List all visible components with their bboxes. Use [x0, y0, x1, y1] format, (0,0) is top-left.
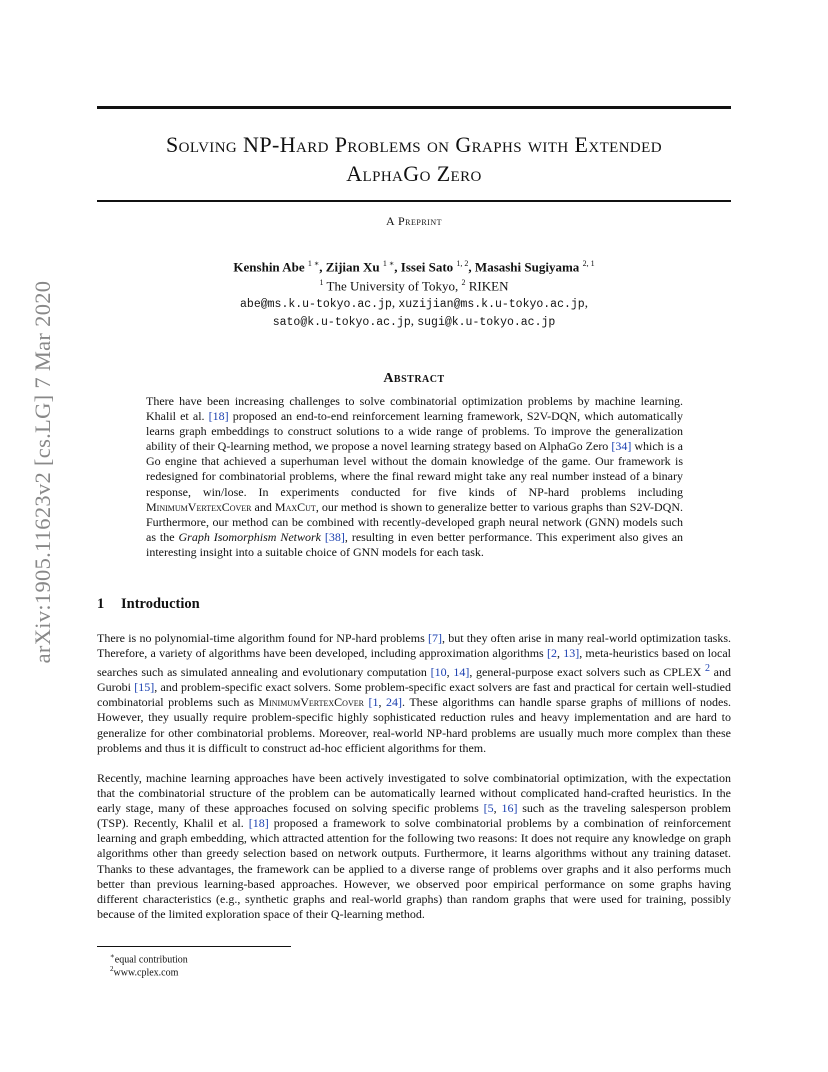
affiliations — [97, 275, 731, 294]
citation-link[interactable]: [15] — [134, 680, 155, 695]
author-xu-affil: 1 ∗ — [382, 259, 395, 268]
affiliation-2-mark: 2 — [461, 278, 466, 288]
affiliation-2: RIKEN — [468, 278, 509, 294]
affiliation-1: The University of Tokyo, — [326, 278, 459, 294]
author-sato-affil: 1, 2 — [456, 259, 469, 268]
section-heading-introduction — [97, 596, 200, 613]
author-sugiyama-affil: 2, 1 — [582, 259, 595, 268]
citation-link[interactable]: [10 — [430, 665, 447, 680]
affiliation-1-mark: 1 — [319, 278, 324, 288]
footnote-2: $^2$www.cplex.com — [110, 965, 179, 979]
email-sato[interactable]: sato@k.u-tokyo.ac.jp — [272, 315, 411, 329]
title-bottom-rule — [97, 200, 731, 202]
author-abe: Kenshin Abe — [233, 259, 305, 275]
email-sugiyama[interactable]: sugi@k.u-tokyo.ac.jp — [417, 315, 556, 329]
citation-link[interactable]: 24] — [386, 695, 403, 710]
title-line-2: AlphaGo Zero — [346, 161, 482, 186]
citation-link[interactable]: [38] — [324, 529, 345, 544]
citation-link[interactable]: [7] — [428, 631, 442, 645]
author-sato: Issei Sato — [400, 259, 454, 275]
citation-link[interactable]: [5 — [483, 801, 494, 816]
section-title: Introduction — [121, 596, 200, 612]
citation-link[interactable]: [18] — [208, 409, 229, 424]
email-xu[interactable]: xuzijian@ms.k.u-tokyo.ac.jp — [398, 297, 585, 311]
citation-link[interactable]: [1 — [368, 695, 379, 710]
abstract-text: There have been increasing challenges to solve combinatorial optimization problems by machine learning. Khalil et al. [18] proposed an end-to-end reinforcement learning framework, S2V-DQN, which automatically learns graph embeddings to construct solutions to a wide range of problems. To improve the generalization ability of their Q-learning method, we propose a novel learning strategy based on AlphaGo Zero [34] which is a Go engine that achieved a superhuman level without the domain knowledge of the game. Our framework is redesigned for combinatorial problems, where the final reward might take any real number instead of a binary response, win/lose. In experiments conducted for five kinds of NP-hard problems including MinimumVertexCover and MaxCut, our method is shown to generalize better to various graphs than S2V-DQN. Furthermore, our method can be combined with recently-developed graph neural network (GNN) models such as the Graph Isomorphism Network [38], resulting in even better performance. This experiment also gives an interesting insight into a suitable choice of GNN models for each task. — [146, 394, 684, 559]
footnote-1: ∗equal contribution — [110, 952, 188, 966]
abstract-heading: Abstract — [383, 371, 445, 386]
author-names: Kenshin Abe $^{1 ∗}$, Zijian Xu $^{1 ∗}$, Issei Sato $^{1, 2}$, Masashi Sugiyama $^{2, 1}$ — [233, 259, 595, 275]
author-abe-affil: 1 ∗ — [307, 259, 320, 268]
author-xu: Zijian Xu — [325, 259, 380, 275]
title-line-1: Solving NP-Hard Problems on Graphs with Extended — [166, 132, 662, 157]
intro-paragraph-2: Recently, machine learning approaches have been actively investigated to solve combinatorial optimization, with the expectation that the combinatorial structure of the problem can be automatically learned without complicated hand-crafted heuristics. In the early stage, many of these approaches focused on solving specific problems [5, 16] such as the traveling salesperson problem (TSP). Recently, Khalil et al. [18] proposed a framework to solve combinatorial problems by a combination of reinforcement learning and graph embedding, which attracted attention for the following two reasons: It does not require any knowledge on graph algorithms other than greedy selection based on network outputs. Furthermore, it learns algorithms without any training dataset. Thanks to these advantages, the framework can be applied to a diverse range of problems over graphs and it also performs much better than previous learning-based approaches. However, we observed poor empirical performance on some graphs having different characteristics (e.g., synthetic graphs and real-world graphs) than random graphs that were used for training, possibly because of the limited exploration space of their Q-learning method. — [97, 771, 731, 921]
intro-paragraph-1: There is no polynomial-time algorithm found for NP-hard problems [7], but they often arise in many real-world optimization tasks. Therefore, a variety of algorithms have been developed, including approximation algorithms [2, 13], meta-heuristics based on local searches such as simulated annealing and evolutionary computation [10, 14], general-purpose exact solvers such as CPLEX $^2$ and Gurobi [15], and problem-specific exact solvers. Some problem-specific exact solvers are fast and practical for certain well-studied combinatorial problems such as MinimumVertexCover [1, 24]. These algorithms can handle sparse graphs of millions of nodes. However, they usually require problem-specific highly sophisticated reduction rules and heavy implementation and are hard to generalize for other combinatorial problems. Moreover, real-world NP-hard problems are usually much more complex than these problems and thus it is difficult to construct ad-hoc efficient algorithms for them. — [97, 631, 732, 755]
footnote-mark-link[interactable]: 2 — [704, 663, 710, 675]
email-line-1: abe@ms.k.u-tokyo.ac.jp, xuzijian@ms.k.u-tokyo.ac.jp, — [240, 294, 588, 311]
citation-link[interactable]: 13] — [563, 646, 580, 661]
citation-link[interactable]: 14] — [453, 665, 470, 680]
author-sugiyama: Masashi Sugiyama — [474, 259, 580, 275]
citation-link[interactable]: 16] — [501, 801, 518, 816]
citation-link[interactable]: [18] — [248, 816, 269, 831]
citation-link[interactable]: [2 — [546, 646, 557, 661]
title-top-rule — [97, 106, 731, 109]
footnote-rule — [97, 946, 291, 947]
citation-link[interactable]: [34] — [611, 439, 632, 454]
section-number: 1 — [97, 596, 105, 612]
author-block — [97, 256, 731, 331]
paper-title — [97, 130, 731, 188]
email-abe[interactable]: abe@ms.k.u-tokyo.ac.jp — [240, 297, 392, 311]
preprint-label: A Preprint — [385, 214, 442, 228]
arxiv-id-text: arXiv:1905.11623v2 [cs.LG] 7 Mar 2020 — [30, 280, 55, 664]
email-line-2: sato@k.u-tokyo.ac.jp, sugi@k.u-tokyo.ac.jp — [272, 312, 556, 329]
